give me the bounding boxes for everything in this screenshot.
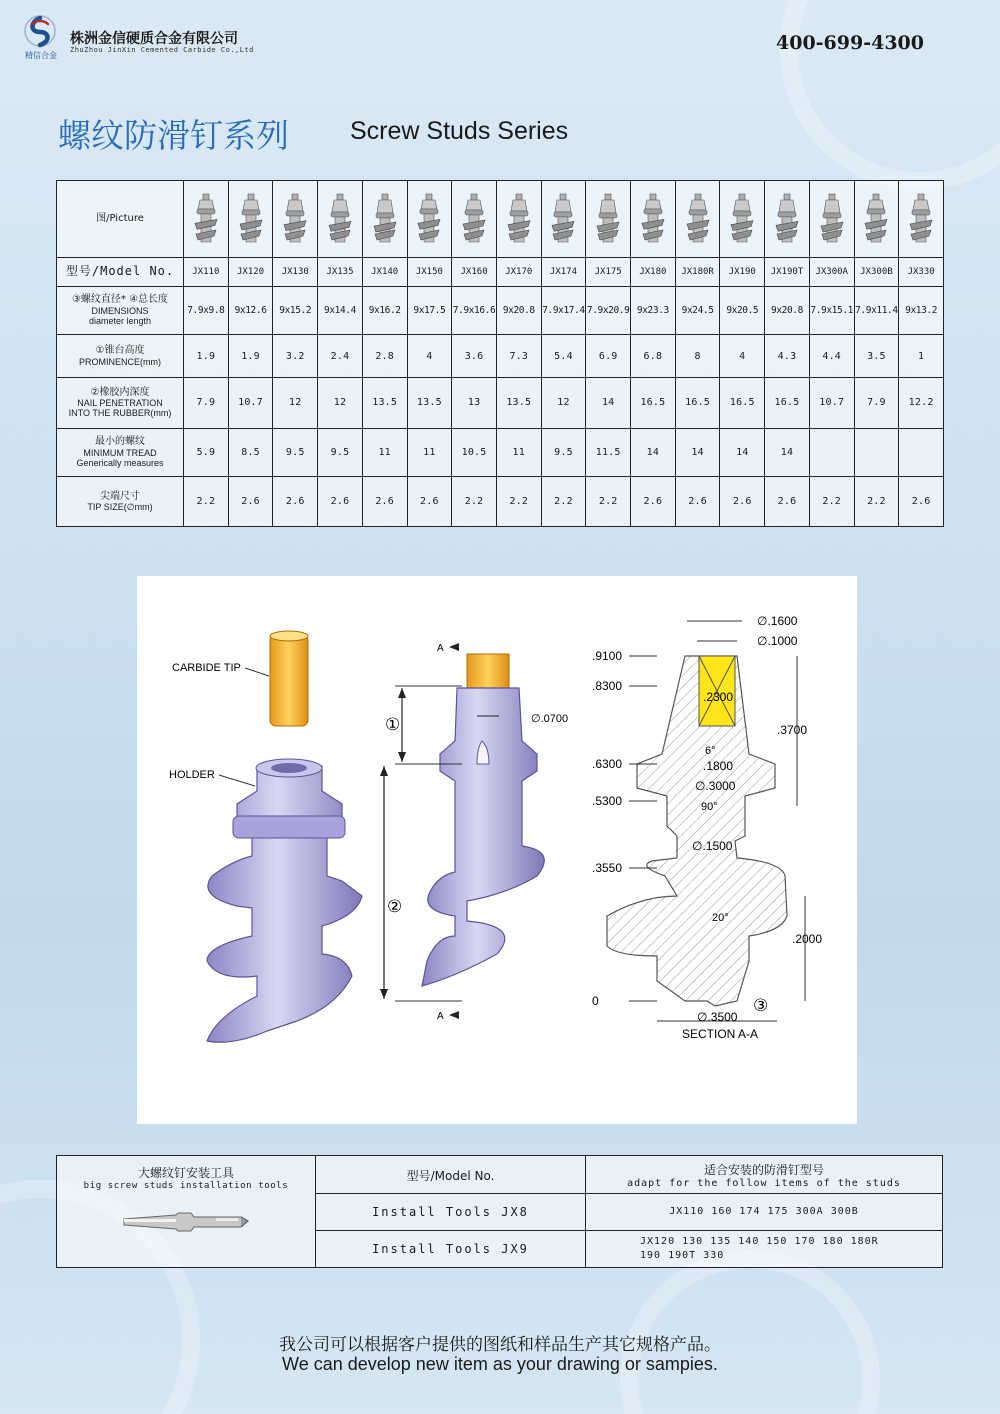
row-header-picture: 图/Picture — [57, 181, 184, 258]
penetration-cell: 16.5 — [765, 377, 810, 428]
penetration-cell: 13.5 — [362, 377, 407, 428]
stud-picture-cell — [318, 181, 363, 258]
stud-picture-cell — [765, 181, 810, 258]
dimension-cell: 9x24.5 — [675, 286, 720, 335]
dim-2000: .2000 — [792, 932, 823, 946]
section-height-label: .8300 — [592, 679, 623, 693]
prominence-cell: 2.4 — [318, 335, 363, 378]
dim-3700: .3700 — [777, 723, 808, 737]
dimension-cell: 7.9x9.8 — [184, 286, 229, 335]
section-height-label: .5300 — [592, 794, 623, 808]
stud-photo-icon — [280, 190, 310, 248]
stud-diagram-svg — [137, 576, 857, 1124]
prominence-cell: 3.2 — [273, 335, 318, 378]
assembled-view — [422, 654, 544, 986]
stud-picture-cell — [631, 181, 676, 258]
tip-size-cell: 2.2 — [541, 477, 586, 527]
tread-cell — [854, 428, 899, 477]
section-view — [607, 656, 787, 1006]
tool-items-cell: JX120 130 135 140 150 170 180 180R 190 190T 330 — [586, 1231, 943, 1268]
model-header-cell: 型号/Model No. — [316, 1156, 586, 1194]
stud-photo-icon — [236, 190, 266, 248]
dimension-cell: 9x13.2 — [899, 286, 944, 335]
model-cell: JX110 — [184, 258, 229, 286]
tread-cell: 5.9 — [184, 428, 229, 477]
tread-cell: 11 — [407, 428, 452, 477]
stud-photo-icon — [370, 190, 400, 248]
tip-size-cell: 2.2 — [809, 477, 854, 527]
stud-photo-icon — [727, 190, 757, 248]
stud-photo-icon — [459, 190, 489, 248]
tip-size-cell: 2.6 — [318, 477, 363, 527]
stud-picture-cell — [899, 181, 944, 258]
penetration-cell: 16.5 — [675, 377, 720, 428]
tread-cell: 11.5 — [586, 428, 631, 477]
holder-label: HOLDER — [169, 769, 215, 781]
tool-photo-cell — [57, 1156, 316, 1268]
angle-20: 20° — [712, 912, 729, 924]
prominence-cell: 5.4 — [541, 335, 586, 378]
tip-size-cell: 2.2 — [496, 477, 541, 527]
tread-cell: 9.5 — [541, 428, 586, 477]
tread-cell: 11 — [362, 428, 407, 477]
penetration-cell: 12 — [273, 377, 318, 428]
stud-picture-cell — [184, 181, 229, 258]
stud-photo-icon — [593, 190, 623, 248]
section-a-top: A — [437, 643, 444, 654]
stud-picture-cell — [675, 181, 720, 258]
tool-title-en: big screw studs installation tools — [83, 1181, 289, 1191]
dimension-cell: 9x14.4 — [318, 286, 363, 335]
tread-cell: 14 — [720, 428, 765, 477]
penetration-cell: 12 — [318, 377, 363, 428]
stud-photo-icon — [548, 190, 578, 248]
angle-6: 6° — [705, 745, 716, 757]
model-cell: JX140 — [362, 258, 407, 286]
tread-cell: 8.5 — [228, 428, 273, 477]
tread-cell: 10.5 — [452, 428, 497, 477]
stud-picture-cell — [452, 181, 497, 258]
model-cell: JX135 — [318, 258, 363, 286]
tip-size-cell: 2.2 — [452, 477, 497, 527]
model-cell: JX190T — [765, 258, 810, 286]
prominence-cell: 1.9 — [228, 335, 273, 378]
dimension-cell: 9x12.6 — [228, 286, 273, 335]
picture-row — [57, 181, 944, 258]
dimension-cell: 7.9x17.4 — [541, 286, 586, 335]
stud-picture-cell — [362, 181, 407, 258]
model-cell: JX170 — [496, 258, 541, 286]
model-cell: JX300B — [854, 258, 899, 286]
prominence-row — [57, 335, 944, 378]
tip-row — [57, 477, 944, 527]
model-cell: JX160 — [452, 258, 497, 286]
stud-picture-cell — [407, 181, 452, 258]
tread-cell: 9.5 — [273, 428, 318, 477]
page-header — [18, 14, 982, 60]
prominence-cell: 4 — [720, 335, 765, 378]
prominence-cell: 4 — [407, 335, 452, 378]
tread-cell: 11 — [496, 428, 541, 477]
dimension-cell: 7.9x11.4 — [854, 286, 899, 335]
tip-size-cell: 2.6 — [273, 477, 318, 527]
stud-picture-cell — [496, 181, 541, 258]
section-height-label: .3550 — [592, 861, 623, 875]
penetration-cell: 10.7 — [228, 377, 273, 428]
tools-header-row — [57, 1156, 943, 1194]
penetration-cell: 7.9 — [184, 377, 229, 428]
model-cell: JX330 — [899, 258, 944, 286]
prominence-cell: 3.5 — [854, 335, 899, 378]
row-header-tread: 最小的螺纹 MINIMUM TREAD Generically measures — [57, 428, 184, 477]
angle-90: 90° — [701, 801, 718, 813]
penetration-cell: 16.5 — [720, 377, 765, 428]
tip-size-cell: 2.6 — [720, 477, 765, 527]
penetration-cell: 13 — [452, 377, 497, 428]
install-tool-icon — [116, 1201, 256, 1241]
spec-table — [56, 180, 944, 527]
phone-number: 400-699-4300 — [776, 32, 924, 54]
dimension-cell: 7.9x20.9 — [586, 286, 631, 335]
company-name-en: ZhuZhou JinXin Cemented Carbide Co.,Ltd — [70, 46, 254, 54]
section-height-label: .6300 — [592, 757, 623, 771]
prominence-cell: 6.8 — [631, 335, 676, 378]
row-header-tip: 尖端尺寸 TIP SIZE(∅mm) — [57, 477, 184, 527]
tip-size-cell: 2.6 — [675, 477, 720, 527]
model-cell: JX180R — [675, 258, 720, 286]
stud-photo-icon — [504, 190, 534, 248]
model-cell: JX150 — [407, 258, 452, 286]
dimension-cell: 9x20.8 — [765, 286, 810, 335]
dimension-cell: 7.9x15.1 — [809, 286, 854, 335]
prominence-cell: 1.9 — [184, 335, 229, 378]
dimension-cell: 9x17.5 — [407, 286, 452, 335]
exploded-view — [207, 631, 362, 1042]
stud-picture-cell — [586, 181, 631, 258]
row-header-dimensions: ③螺纹直径* ④总长度 DIMENSIONS diameter length — [57, 286, 184, 335]
tread-cell: 14 — [765, 428, 810, 477]
adapt-header-cell: 适合安装的防滑钉型号 adapt for the follow items of the studs — [586, 1156, 943, 1194]
model-cell: JX130 — [273, 258, 318, 286]
diameter-1600: ∅.1600 — [757, 614, 798, 628]
section-height-label: .9100 — [592, 649, 623, 663]
model-cell: JX300A — [809, 258, 854, 286]
tip-size-cell: 2.2 — [854, 477, 899, 527]
stud-photo-icon — [861, 190, 891, 248]
tip-size-cell: 2.6 — [362, 477, 407, 527]
stud-picture-cell — [809, 181, 854, 258]
marker-1: ① — [385, 715, 401, 734]
logo-caption: 精信合金 — [25, 51, 57, 60]
tread-cell: 9.5 — [318, 428, 363, 477]
tools-table — [56, 1155, 943, 1268]
penetration-cell: 12 — [541, 377, 586, 428]
stud-photo-icon — [683, 190, 713, 248]
stud-picture-cell — [541, 181, 586, 258]
stud-photo-icon — [414, 190, 444, 248]
penetration-cell: 12.2 — [899, 377, 944, 428]
penetration-cell: 13.5 — [407, 377, 452, 428]
prominence-cell: 1 — [899, 335, 944, 378]
dim-1800: .1800 — [703, 759, 734, 773]
tread-cell: 14 — [631, 428, 676, 477]
dimensions-row — [57, 286, 944, 335]
prominence-cell: 7.3 — [496, 335, 541, 378]
stud-photo-icon — [638, 190, 668, 248]
marker-3: ③ — [753, 996, 769, 1015]
row-header-model: 型号/Model No. — [57, 258, 184, 286]
penetration-cell: 16.5 — [631, 377, 676, 428]
section-height-label: 0 — [592, 994, 599, 1008]
model-cell: JX174 — [541, 258, 586, 286]
stud-picture-cell — [854, 181, 899, 258]
dim-2300: .2300 — [703, 690, 734, 704]
tread-row — [57, 428, 944, 477]
page-title-cn: 螺纹防滑钉系列 — [58, 116, 289, 155]
model-cell: JX120 — [228, 258, 273, 286]
footer-note-cn: 我公司可以根据客户提供的图纸和样品生产其它规格产品。 — [279, 1335, 721, 1355]
tread-cell — [809, 428, 854, 477]
dimension-cell: 9x16.2 — [362, 286, 407, 335]
tip-size-cell: 2.6 — [631, 477, 676, 527]
row-header-penetration: ②橡胶内深度 NAIL PENETRATION INTO THE RUBBER(mm) — [57, 377, 184, 428]
tool-model-cell: Install Tools JX8 — [316, 1194, 586, 1231]
prominence-cell: 8 — [675, 335, 720, 378]
prominence-cell: 4.3 — [765, 335, 810, 378]
dimension-cell: 7.9x16.6 — [452, 286, 497, 335]
model-cell: JX190 — [720, 258, 765, 286]
tip-size-cell: 2.6 — [765, 477, 810, 527]
dimension-cell: 9x15.2 — [273, 286, 318, 335]
stud-picture-cell — [228, 181, 273, 258]
marker-2: ② — [387, 897, 403, 916]
prominence-cell: 3.6 — [452, 335, 497, 378]
tread-cell: 14 — [675, 428, 720, 477]
stud-photo-icon — [325, 190, 355, 248]
diameter-0700: ∅.0700 — [531, 713, 569, 725]
company-name-cn: 株洲金信硬质合金有限公司 — [70, 31, 238, 47]
section-a-bottom: A — [437, 1011, 444, 1022]
diameter-1500: ∅.1500 — [692, 839, 733, 853]
tip-size-cell: 2.6 — [899, 477, 944, 527]
tool-title-cn: 大螺纹钉安装工具 — [137, 1166, 234, 1180]
diameter-3500: ∅.3500 — [697, 1010, 738, 1024]
dimension-cell: 9x20.8 — [496, 286, 541, 335]
stud-photo-icon — [191, 190, 221, 248]
stud-diagram — [137, 576, 857, 1124]
model-cell: JX180 — [631, 258, 676, 286]
tool-model-cell: Install Tools JX9 — [316, 1231, 586, 1268]
row-header-prominence: ①锥台高度 PROMINENCE(mm) — [57, 335, 184, 378]
model-row — [57, 258, 944, 286]
diameter-3000: ∅.3000 — [695, 779, 736, 793]
page-title-en: Screw Studs Series — [350, 117, 569, 145]
tip-size-cell: 2.2 — [586, 477, 631, 527]
penetration-cell: 14 — [586, 377, 631, 428]
tool-items-cell: JX110 160 174 175 300A 300B — [586, 1194, 943, 1231]
tip-size-cell: 2.6 — [228, 477, 273, 527]
stud-photo-icon — [906, 190, 936, 248]
model-cell: JX175 — [586, 258, 631, 286]
section-label: SECTION A-A — [682, 1027, 759, 1041]
penetration-cell: 13.5 — [496, 377, 541, 428]
prominence-cell: 6.9 — [586, 335, 631, 378]
stud-photo-icon — [772, 190, 802, 248]
stud-picture-cell — [273, 181, 318, 258]
tread-cell — [899, 428, 944, 477]
tip-size-cell: 2.6 — [407, 477, 452, 527]
penetration-row — [57, 377, 944, 428]
dimension-cell: 9x20.5 — [720, 286, 765, 335]
tip-size-cell: 2.2 — [184, 477, 229, 527]
dimension-cell: 9x23.3 — [631, 286, 676, 335]
diameter-1000: ∅.1000 — [757, 634, 798, 648]
prominence-cell: 4.4 — [809, 335, 854, 378]
footer-note-en: We can develop new item as your drawing or sampies. — [282, 1354, 718, 1374]
prominence-cell: 2.8 — [362, 335, 407, 378]
stud-photo-icon — [817, 190, 847, 248]
carbide-tip-label: CARBIDE TIP — [172, 662, 241, 674]
stud-picture-cell — [720, 181, 765, 258]
penetration-cell: 10.7 — [809, 377, 854, 428]
penetration-cell: 7.9 — [854, 377, 899, 428]
